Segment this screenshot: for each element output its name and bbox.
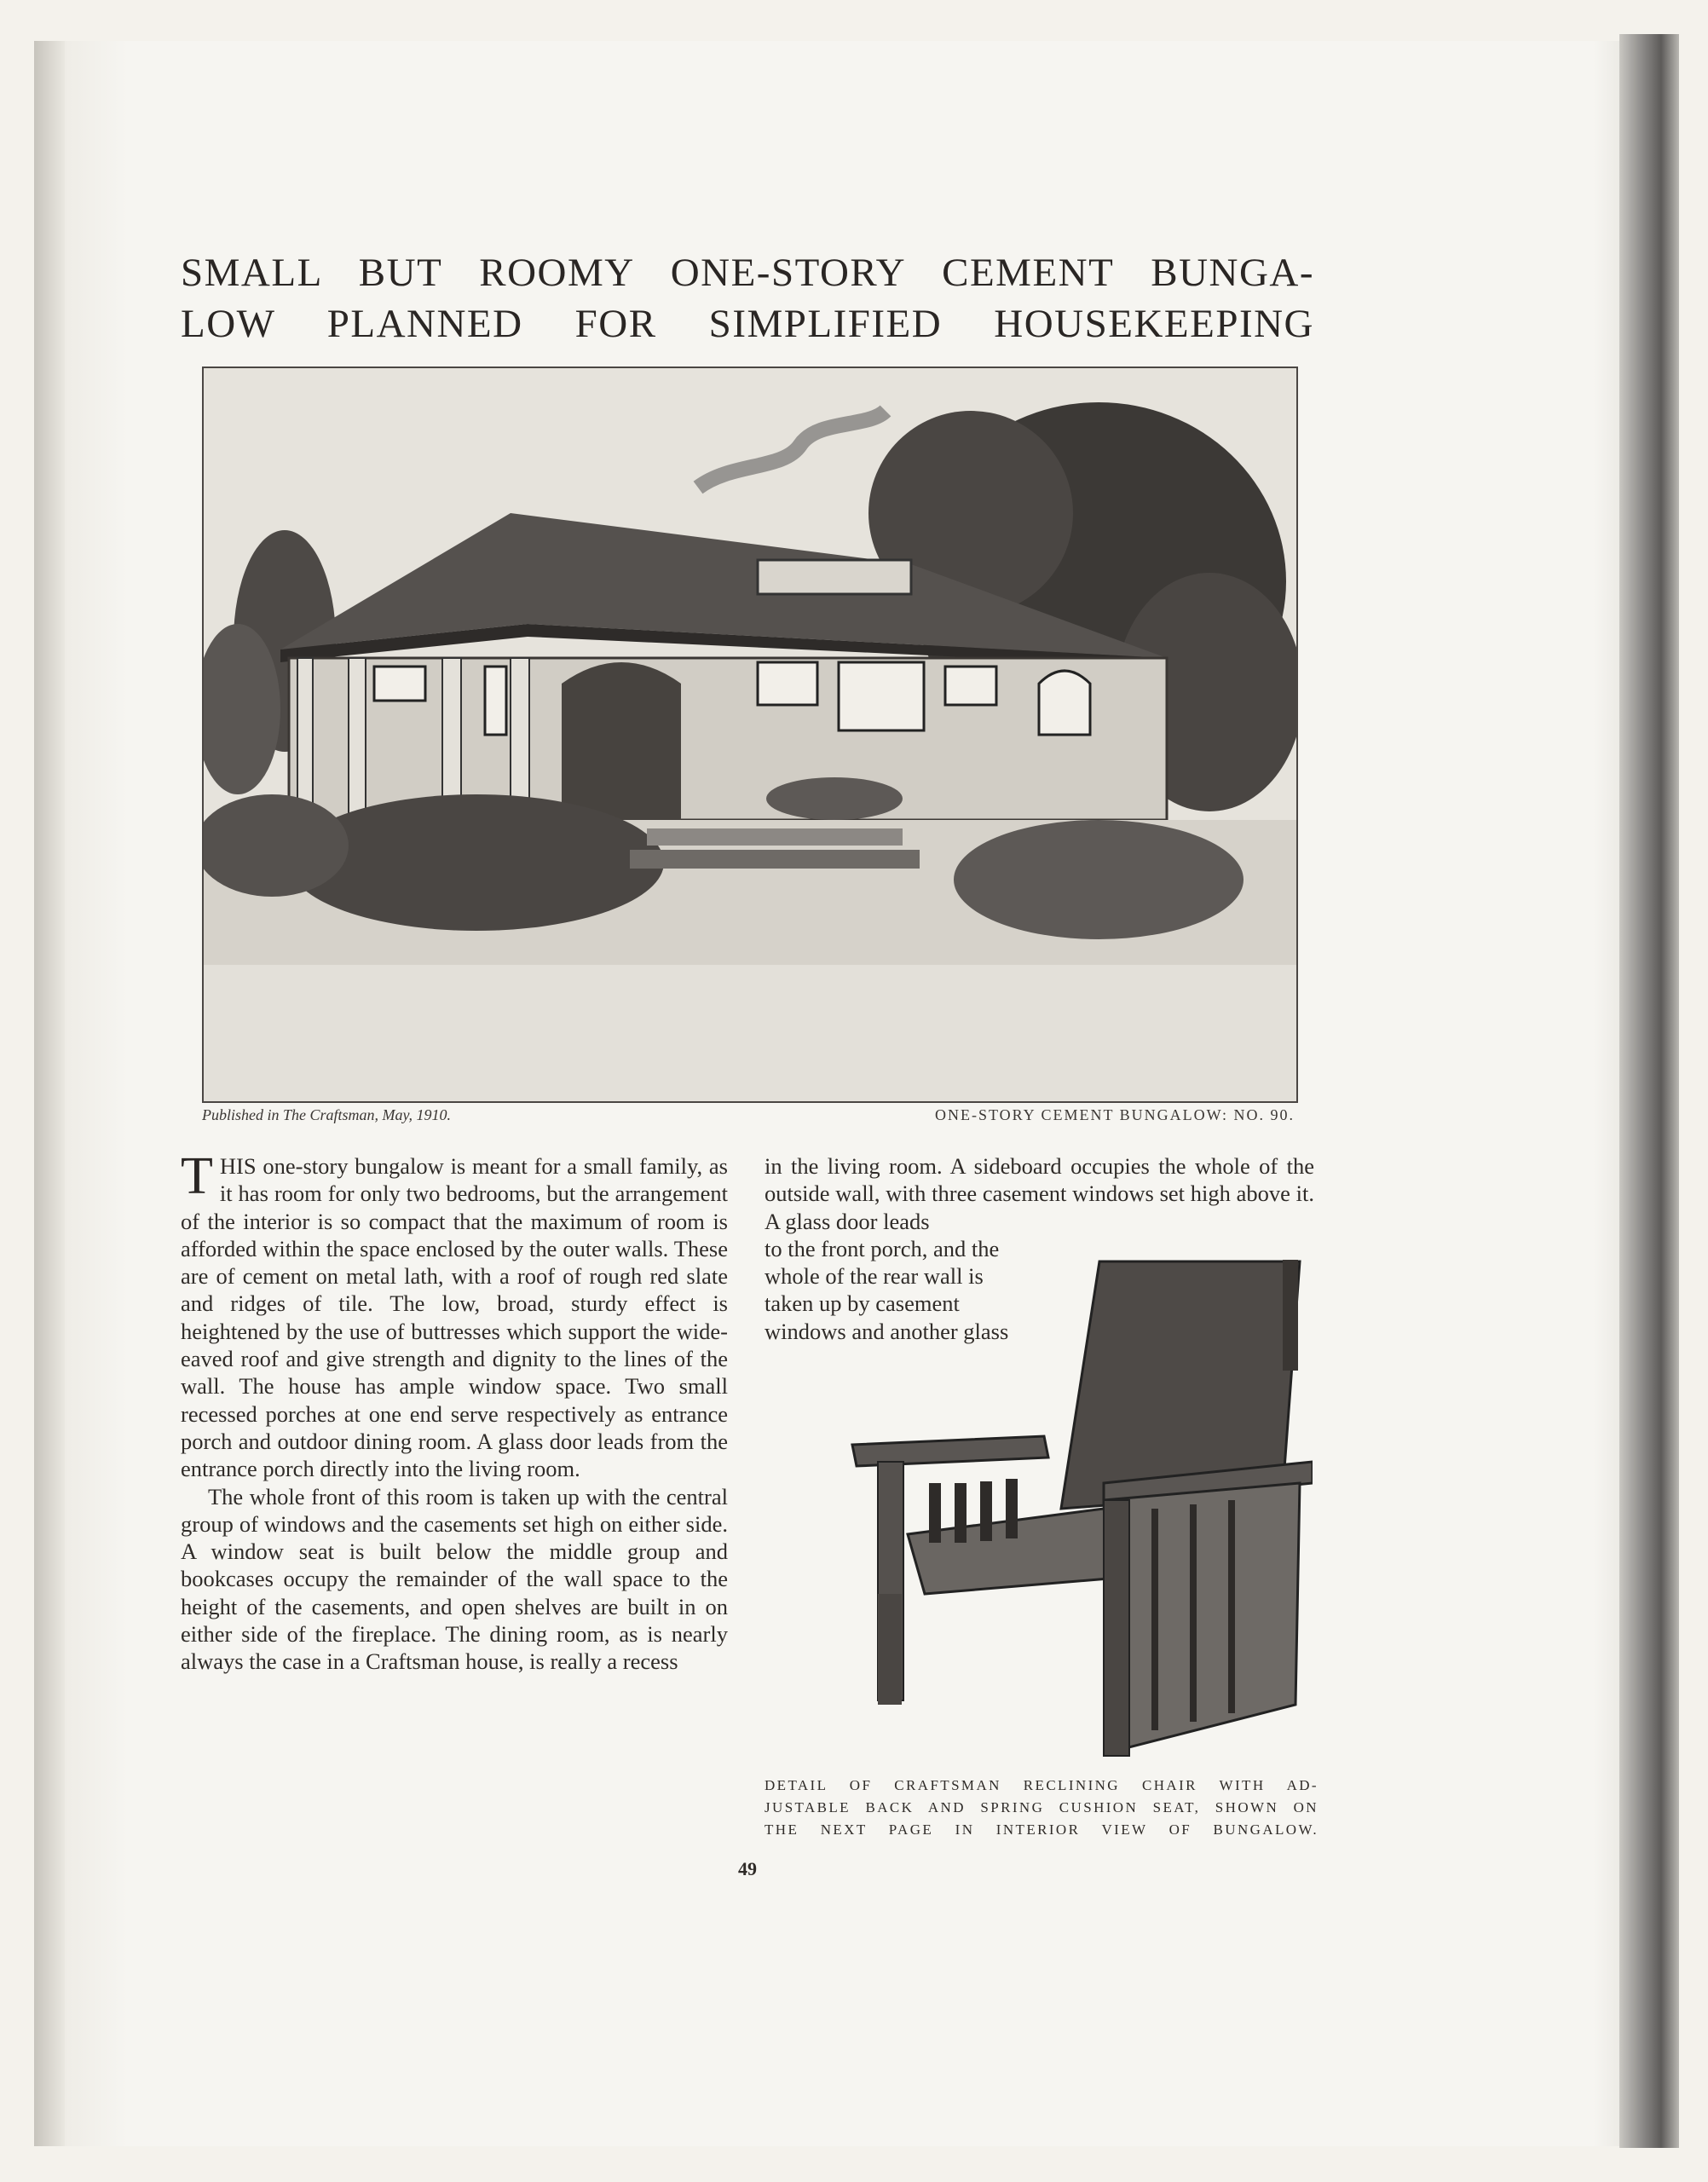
right-column-text-narrow: to the front porch, and the whole of the rear wall is taken up by casement windows and another glass <box>765 1235 1009 1344</box>
title-line-1: SMALL BUT ROOMY ONE-STORY CEMENT BUNGA- <box>181 251 1314 295</box>
paragraph-2: The whole front of this room is taken up with the central group of windows and the casements set high on either side. A window seat is built below the middle group and bookcases occupy the remainder of the wall space to the height of the casements, and open shelves are built in on either side of the fireplace. The dining room, as is nearly always the case in a Craftsman house, is really a recess <box>181 1483 728 1675</box>
house-caption-source: Published in The Craftsman, May, 1910. <box>202 1106 451 1123</box>
article-title <box>181 247 1314 349</box>
chair-caption <box>765 1775 1319 1841</box>
paragraph-1 <box>181 1147 728 1483</box>
chair-caption-line-1: DETAIL OF CRAFTSMAN RECLINING CHAIR WITH AD- <box>765 1777 1319 1793</box>
chair-caption-line-3: THE NEXT PAGE IN INTERIOR VIEW OF BUNGALOW. <box>765 1821 1319 1838</box>
house-caption-title: ONE-STORY CEMENT BUNGALOW: NO. 90. <box>935 1106 1295 1123</box>
reclining-chair-illustration <box>848 1253 1313 1764</box>
page-number: 49 <box>738 1858 757 1879</box>
chair-caption-line-2: JUSTABLE BACK AND SPRING CUSHION SEAT, SHOWN ON <box>765 1799 1319 1815</box>
right-column-text-full: in the living room. A sideboard occupies the whole of the outside wall, with three casement windows set high above it. A glass door leads <box>765 1153 1314 1234</box>
bungalow-illustration <box>202 367 1298 1103</box>
paragraph-1-text: HIS one-story bungalow is meant for a small family, as it has room for only two bedrooms, but the arrangement of the interior is so compact that the maximum of room is afforded within the space enclosed by the outer walls. These are of cement on metal lath, with a roof of rough red slate and ridges of tile. The low, broad, sturdy effect is heightened by the use of buttresses which support the wide-eaved roof and give strength and dignity to the lines of the wall. The house has ample window space. Two small recessed porches at one end serve respectively as entrance porch and outdoor dining room. A glass door leads from the entrance porch directly into the living room. <box>181 1153 728 1482</box>
body-column-left <box>181 1147 728 1676</box>
title-line-2: LOW PLANNED FOR SIMPLIFIED HOUSEKEEPING <box>181 302 1314 346</box>
drop-cap: T <box>181 1147 213 1205</box>
page-binding-shadow <box>34 41 65 2146</box>
page-edge-shadow <box>1619 34 1679 2148</box>
